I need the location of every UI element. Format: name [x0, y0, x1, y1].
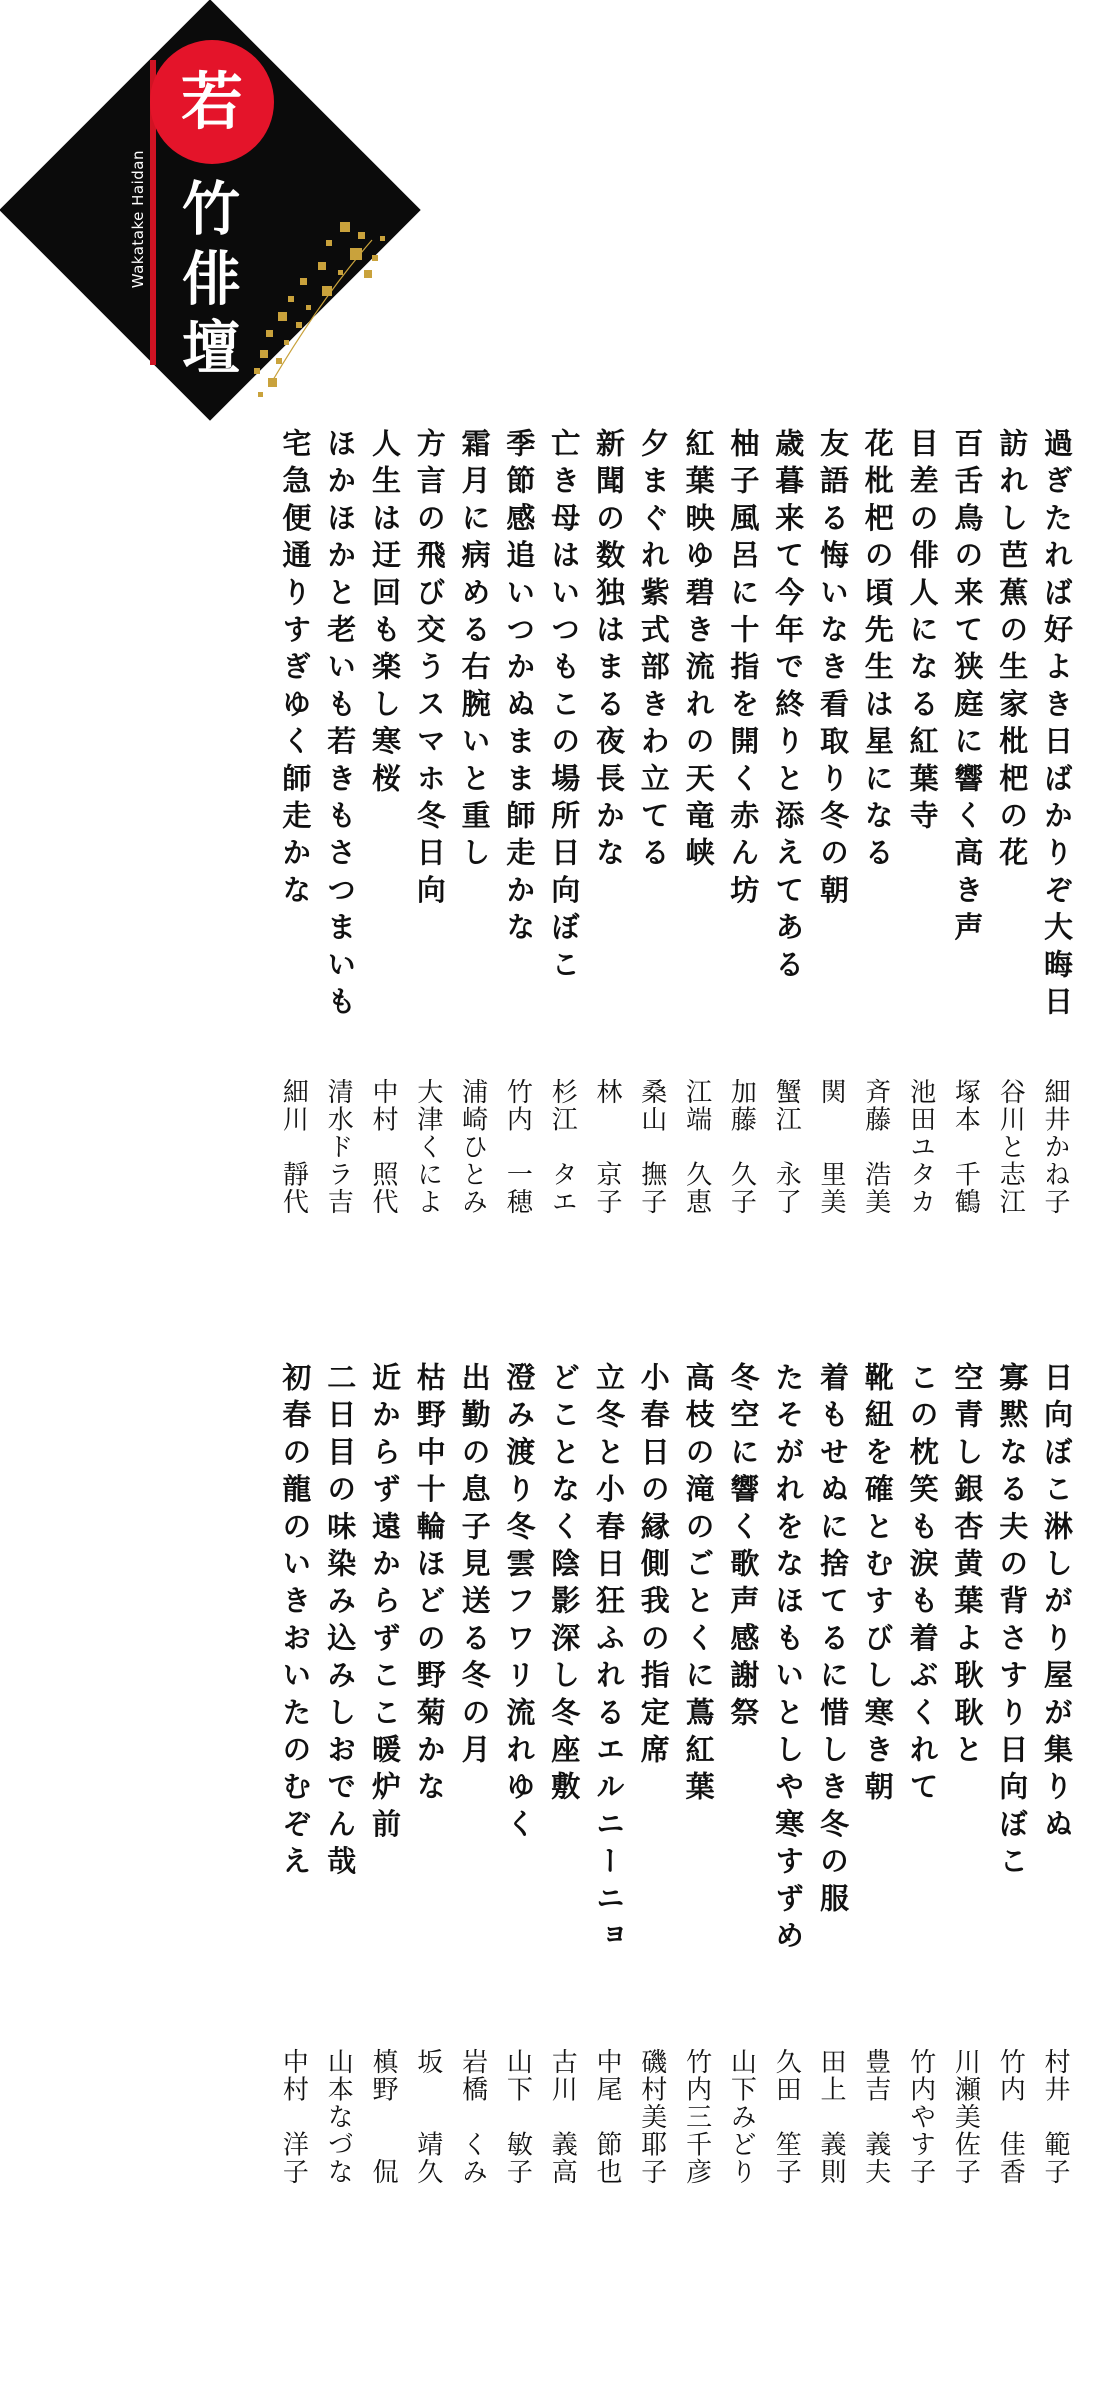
haiku-line: 近からず遠からずここ暖炉前 — [368, 1362, 402, 1846]
haiku-line: 寡黙なる夫の背さすり日向ぼこ — [995, 1362, 1030, 1883]
haiku-line: 歳暮来て今年で終りと添えてある — [771, 428, 806, 986]
haiku-line: 立冬と小春日狂ふれるエルニーニョ — [592, 1362, 626, 1958]
author-name: 細井かね子 — [1040, 1078, 1070, 1216]
haiku-line: 霜月に病める右腕いと重し — [457, 428, 492, 875]
haiku-line: 二日目の味染み込みしおでん哉 — [323, 1362, 358, 1883]
haiku-line: 枯野中十輪ほどの野菊かな — [412, 1362, 447, 1809]
haiku-line: 日向ぼこ淋しがり屋が集りぬ — [1040, 1362, 1074, 1846]
logo-char-3: 壇 — [181, 314, 240, 383]
author-name: 山本なづな — [323, 2048, 354, 2186]
author-name: 竹内 佳香 — [995, 2048, 1026, 2186]
author-name: 清水ドラ吉 — [323, 1078, 354, 1216]
haiku-line: 訪れし芭蕉の生家枇杷の花 — [995, 428, 1030, 875]
haiku-line: 柚子風呂に十指を開く赤ん坊 — [726, 428, 761, 912]
haiku-line: 冬空に響く歌声感謝祭 — [726, 1362, 761, 1734]
logo-char-1: 竹 — [181, 175, 240, 243]
haiku-line: たそがれをなほもいとしや寒すずめ — [771, 1362, 806, 1958]
haiku-line: 宅急便通りすぎゆく師走かな — [278, 428, 313, 912]
author-name: 磯村美耶子 — [636, 2048, 667, 2186]
haiku-line: 過ぎたれば好よき日ばかりぞ大晦日 — [1040, 428, 1074, 1024]
haiku-line: 目差の俳人になる紅葉寺 — [905, 428, 940, 838]
author-name: 斉藤 浩美 — [860, 1078, 891, 1216]
author-name: 細川 靜代 — [278, 1078, 309, 1216]
haiku-line: 亡き母はいつもこの場所日向ぼこ — [547, 428, 582, 986]
haiku-line: 方言の飛び交うスマホ冬日向 — [412, 428, 447, 912]
logo-title — [176, 175, 246, 384]
author-name: 江端 久恵 — [681, 1078, 712, 1216]
logo-romaji: Wakatake Haidan — [129, 150, 147, 289]
section1-names — [258, 1078, 1078, 1278]
author-name: 久田 笙子 — [771, 2048, 802, 2186]
haiku-line: 人生は迂回も楽し寒桜 — [368, 428, 402, 800]
author-name: 加藤 久子 — [726, 1078, 757, 1216]
haiku-line: 新聞の数独はまる夜長かな — [592, 428, 626, 875]
author-name: 豊吉 義夫 — [860, 2048, 891, 2186]
author-name: 古川 義高 — [547, 2048, 578, 2186]
haiku-line: この枕笑も涙も着ぶくれて — [905, 1362, 940, 1809]
section2-haiku — [258, 1362, 1078, 1962]
author-name: 中村 照代 — [368, 1078, 398, 1216]
author-name: 山下 敏子 — [502, 2048, 533, 2186]
author-name: 池田ユタカ — [905, 1078, 936, 1216]
haiku-line: 季節感追いつかぬまま師走かな — [502, 428, 537, 949]
author-name: 坂 靖久 — [412, 2048, 443, 2186]
author-name: 蟹江 永了 — [771, 1078, 802, 1216]
logo-red-circle — [150, 40, 274, 164]
author-name: 中村 洋子 — [278, 2048, 309, 2186]
author-name: 村井 範子 — [1040, 2048, 1070, 2186]
haiku-line: 小春日の縁側我の指定席 — [636, 1362, 671, 1772]
author-name: 林 京子 — [592, 1078, 622, 1216]
section2-names — [258, 2048, 1078, 2248]
haiku-line: 夕まぐれ紫式部きわ立てる — [636, 428, 671, 875]
haiku-line: どことなく陰影深し冬座敷 — [547, 1362, 582, 1809]
section1-haiku — [258, 428, 1078, 1068]
author-name: 中尾 節也 — [592, 2048, 622, 2186]
haiku-line: 出勤の息子見送る冬の月 — [457, 1362, 492, 1772]
haiku-line: 友語る悔いなき看取り冬の朝 — [816, 428, 850, 912]
wakatake-haidan-logo — [0, 0, 430, 430]
haiku-line: 着もせぬに捨てるに惜しき冬の服 — [816, 1362, 850, 1920]
author-name: 川瀬美佐子 — [950, 2048, 981, 2186]
author-name: 竹内 一穂 — [502, 1078, 533, 1216]
author-name: 竹内三千彦 — [681, 2048, 712, 2186]
author-name: 桑山 撫子 — [636, 1078, 667, 1216]
author-name: 浦崎ひとみ — [457, 1078, 488, 1216]
author-name: 杉江 タエ — [547, 1078, 578, 1216]
haiku-line: ほかほかと老いも若きもさつまいも — [323, 428, 358, 1024]
haiku-line: 紅葉映ゆ碧き流れの天竜峡 — [681, 428, 716, 875]
author-name: 関 里美 — [816, 1078, 846, 1216]
haiku-line: 高枝の滝のごとくに蔦紅葉 — [681, 1362, 716, 1809]
author-name: 槙野 侃 — [368, 2048, 398, 2186]
author-name: 谷川と志江 — [995, 1078, 1026, 1216]
haiku-line: 花枇杷の頃先生は星になる — [860, 428, 895, 875]
author-name: 田上 義則 — [816, 2048, 846, 2186]
logo-circle-char: 若 — [180, 65, 243, 138]
author-name: 塚本 千鶴 — [950, 1078, 981, 1216]
haiku-line: 初春の龍のいきおいたのむぞえ — [278, 1362, 313, 1883]
author-name: 竹内やす子 — [905, 2048, 936, 2186]
haiku-line: 靴紐を確とむすびし寒き朝 — [860, 1362, 895, 1809]
haiku-line: 澄み渡り冬雲フワリ流れゆく — [502, 1362, 537, 1846]
author-name: 岩橋 くみ — [457, 2048, 488, 2186]
haiku-line: 空青し銀杏黄葉よ耿耿と — [950, 1362, 985, 1772]
author-name: 大津くによ — [412, 1078, 443, 1216]
haiku-line: 百舌鳥の来て狭庭に響く高き声 — [950, 428, 985, 949]
author-name: 山下みどり — [726, 2048, 757, 2186]
logo-char-2: 俳 — [181, 244, 240, 313]
